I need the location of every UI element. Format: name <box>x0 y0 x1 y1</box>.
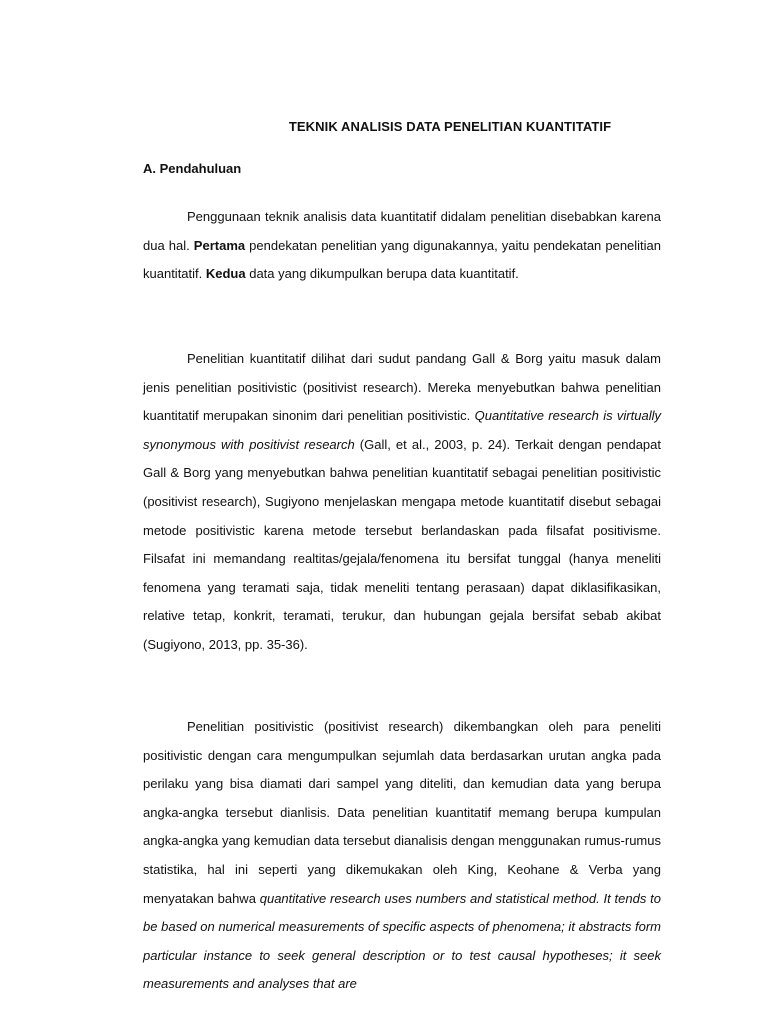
paragraph-1-text-3: data yang dikumpulkan berupa data kuantitatif. <box>245 266 519 282</box>
paragraph-3 <box>143 713 661 999</box>
document-title: TEKNIK ANALISIS DATA PENELITIAN KUANTITATIF <box>288 119 612 134</box>
paragraph-1-text-1: Penggunaan teknik analisis data kuantitatif didalam penelitian disebabkan karena dua hal. <box>143 209 661 253</box>
paragraph-2-text-1: Penelitian kuantitatif dilihat dari sudut pandang Gall & Borg yaitu masuk dalam jenis penelitian positivistic (positivist research). Mereka menyebutkan bahwa penelitian kuantitatif merupakan sinonim dari penelitian positivistic. <box>143 351 661 424</box>
paragraph-2-italic-quote: Quantitative research is virtually synonymous with positivist research <box>143 408 661 452</box>
paragraph-3-italic-quote: quantitative research uses numbers and statistical method. It tends to be based on numerical measurements of specific aspects of phenomena; it abstracts form particular instance to seek general description or to test causal hypotheses; it seek measurements and analyses that are <box>143 890 662 992</box>
paragraph-1-bold-kedua: Kedua <box>205 266 246 282</box>
paragraph-1-bold-pertama: Pertama <box>193 237 246 253</box>
paragraph-1-text-2: pendekatan penelitian yang digunakannya, yaitu pendekatan penelitian kuantitatif. <box>143 237 662 282</box>
paragraph-1 <box>143 203 661 289</box>
paragraph-2 <box>143 345 661 660</box>
paragraph-2-text-2: (Gall, et al., 2003, p. 24). Terkait dengan pendapat Gall & Borg yang menyebutkan bahwa penelitian kuantitatif sebagai penelitian positivistic (positivist research), Sugiyono menjelaskan mengapa metode kuantitatif disebut sebagai metode positivistic karena metode tersebut berlandaskan pada filsafat positivisme. Filsafat ini memandang realtitas/gejala/fenomena itu bersifat tunggal (hanya meneliti fenomena yang teramati saja, tidak meneliti tentang perasaan) dapat diklasifikasikan, relative tetap, konkrit, teramati, terukur, dan hubungan gejala bersifat sebab akibat (Sugiyono, 2013, pp. 35-36). <box>143 436 662 652</box>
paragraph-3-text-1: Penelitian positivistic (positivist research) dikembangkan oleh para peneliti positivistic dengan cara mengumpulkan sejumlah data berdasarkan urutan angka pada perilaku yang bisa diamati dari sampel yang diteliti, dan kemudian data yang berupa angka-angka tersebut dianlisis. Data penelitian kuantitatif memang berupa kumpulan angka-angka yang kemudian data tersebut dianalisis dengan menggunakan rumus-rumus statistika, hal ini seperti yang dikemukakan oleh King, Keohane & Verba yang menyatakan bahwa <box>143 719 661 906</box>
section-heading: A. Pendahuluan <box>143 161 242 176</box>
